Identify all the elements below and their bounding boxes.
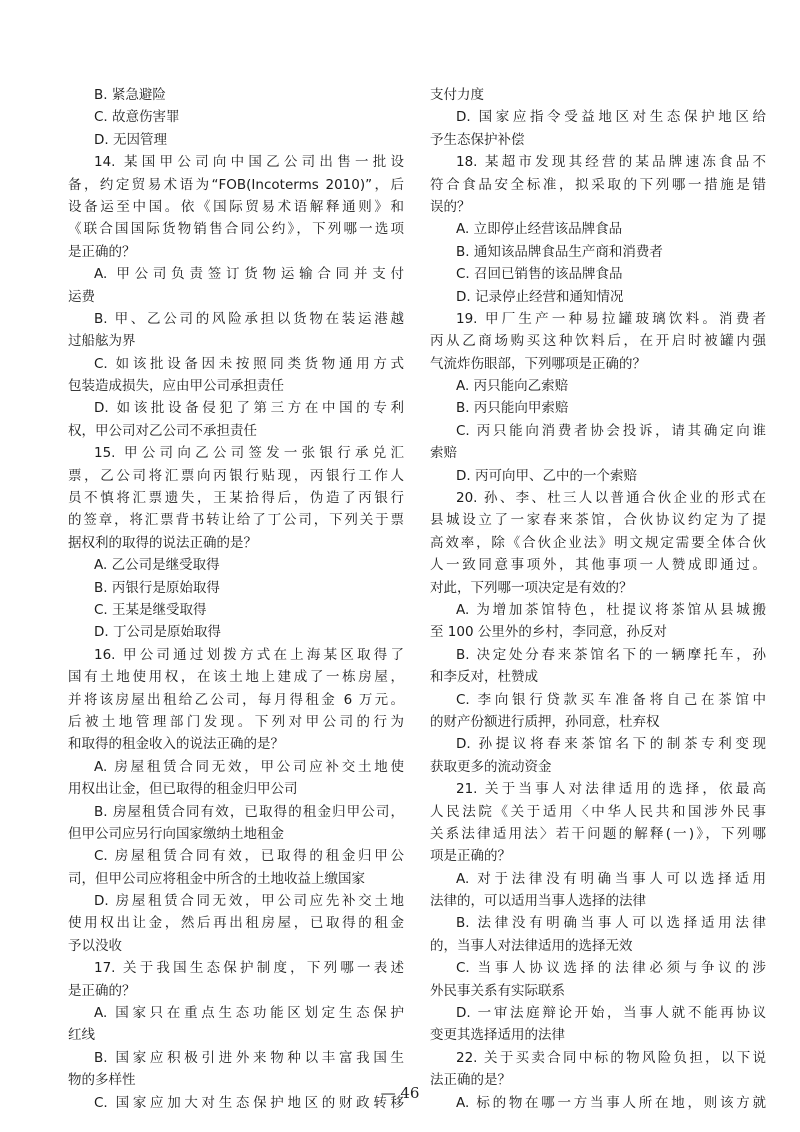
text-line: 变更其选择适用的法律 — [430, 1027, 565, 1044]
text-line: 县城设立了一家春来茶馆，合伙协议约定为了提 — [430, 512, 766, 529]
text-line: D. 丙可向甲、乙中的一个索赔 — [456, 467, 637, 484]
text-line: 20. 孙、李、杜三人以普通合伙企业的形式在 — [456, 490, 766, 507]
text-line: 《联合国国际货物销售合同公约》，下列哪一选项 — [68, 221, 404, 238]
text-line: 19. 甲厂生产一种易拉罐玻璃饮料。消费者 — [456, 310, 766, 327]
text-line: 和取得的租金收入的说法正确的是？ — [68, 736, 284, 753]
text-line: 获取更多的流动资金 — [430, 758, 552, 775]
text-line: A. 房屋租赁合同无效，甲公司应补交土地使 — [94, 758, 404, 775]
text-line: 14. 某国甲公司向中国乙公司出售一批设 — [94, 154, 404, 171]
text-line: C. 李向银行贷款买车准备将自己在茶馆中 — [456, 691, 766, 708]
text-line: 司，但甲公司应将租金中所含的土地收益上缴国家 — [68, 870, 365, 887]
text-line: 16. 甲公司通过划拨方式在上海某区取得了 — [94, 646, 404, 663]
text-line: 项是正确的？ — [430, 848, 511, 865]
text-line: 的财产份额进行质押，孙同意，杜弃权 — [430, 713, 660, 730]
text-line: A. 为增加茶馆特色，杜提议将茶馆从县城搬 — [456, 601, 766, 618]
text-line: 运费 — [68, 288, 95, 305]
text-line: 的，当事人对法律适用的选择无效 — [430, 937, 633, 954]
text-line: 17. 关于我国生态保护制度，下列哪一表述 — [94, 960, 404, 977]
text-line: 22. 关于买卖合同中标的物风险负担，以下说 — [456, 1049, 766, 1066]
text-line: 高效率，除《合伙企业法》明文规定需要全体合伙 — [430, 534, 766, 551]
text-line: B. 丙只能向甲索赔 — [456, 400, 569, 417]
left-column — [68, 84, 404, 1114]
text-line: 是正确的？ — [68, 243, 136, 260]
text-line: 过船舷为界 — [68, 333, 136, 350]
text-line: D. 国家应指令受益地区对生态保护地区给 — [456, 109, 766, 126]
text-line: B. 房屋租赁合同有效，已取得的租金归甲公司， — [94, 803, 404, 820]
text-line: 设备运至中国。依《国际贸易术语解释通则》和 — [68, 198, 404, 215]
text-line: 予以没收 — [68, 937, 122, 954]
text-line: 是正确的？ — [68, 982, 136, 999]
text-line: B. 决定处分春来茶馆名下的一辆摩托车，孙 — [456, 646, 766, 663]
text-line: D. 无因管理 — [94, 131, 167, 148]
text-line: 人民法院《关于适用〈中华人民共和国涉外民事 — [430, 803, 766, 820]
text-line: 备，约定贸易术语为“FOB(Incoterms 2010)”，后 — [68, 176, 404, 193]
text-line: C. 王某是继受取得 — [94, 601, 207, 618]
text-line: 包装造成损失，应由甲公司承担责任 — [68, 378, 284, 395]
text-line: 21. 关于当事人对法律适用的选择，依最高 — [456, 781, 766, 798]
text-line: A. 国家只在重点生态功能区划定生态保护 — [94, 1005, 404, 1022]
text-line: C. 房屋租赁合同有效，已取得的租金归甲公 — [94, 848, 404, 865]
text-line: 误的？ — [430, 198, 471, 215]
text-line: 权，甲公司对乙公司不承担责任 — [68, 422, 257, 439]
page-number: — 46 — [380, 1084, 420, 1102]
text-line: 人一致同意事项外，其他事项一人赞成即通过。 — [430, 557, 766, 574]
text-line: 气流炸伤眼部，下列哪项是正确的？ — [430, 355, 646, 372]
text-line: 15. 甲公司向乙公司签发一张银行承兑汇 — [94, 445, 404, 462]
text-line: C. 当事人协议选择的法律必须与争议的涉 — [456, 960, 766, 977]
text-line: 使用权出让金，然后再出租房屋，已取得的租金 — [68, 915, 404, 932]
text-line: 至 100 公里外的乡村，李同意，孙反对 — [430, 624, 667, 641]
text-line: 物的多样性 — [68, 1072, 136, 1089]
text-line: 关系法律适用法〉若干问题的解释(一)》，下列哪 — [430, 825, 766, 842]
text-line: 但甲公司应另行向国家缴纳土地租金 — [68, 825, 284, 842]
text-line: 索赔 — [430, 445, 457, 462]
text-line: 外民事关系有实际联系 — [430, 982, 565, 999]
text-line: D. 一审法庭辩论开始，当事人就不能再协议 — [456, 1005, 766, 1022]
text-line: 18. 某超市发现其经营的某品牌速冻食品不 — [456, 154, 766, 171]
text-line: 并将该房屋出租给乙公司，每月得租金 6 万元。 — [68, 691, 404, 708]
text-line: C. 丙只能向消费者协会投诉，请其确定向谁 — [456, 422, 766, 439]
text-line: D. 丁公司是原始取得 — [94, 624, 221, 641]
text-line: 和李反对，杜赞成 — [430, 669, 538, 686]
text-line: D. 孙提议将春来茶馆名下的制茶专利变现 — [456, 736, 766, 753]
text-line: A. 甲公司负责签订货物运输合同并支付 — [94, 266, 404, 283]
text-line: A. 对于法律没有明确当事人可以选择适用 — [456, 870, 766, 887]
text-line: 予生态保护补偿 — [430, 131, 525, 148]
text-line: 法正确的是？ — [430, 1072, 511, 1089]
text-line: 据权利的取得的说法正确的是？ — [68, 534, 257, 551]
text-line: D. 如该批设备侵犯了第三方在中国的专利 — [94, 400, 404, 417]
text-line: 对此，下列哪一项决定是有效的？ — [430, 579, 633, 596]
text-line: 国有土地使用权，在该土地上建成了一栋房屋， — [68, 669, 404, 686]
text-line: B. 通知该品牌食品生产商和消费者 — [456, 243, 663, 260]
text-line: 用权出让金，但已取得的租金归甲公司 — [68, 781, 298, 798]
text-line: B. 法律没有明确当事人可以选择适用法律 — [456, 915, 766, 932]
text-line: D. 记录停止经营和通知情况 — [456, 288, 624, 305]
text-line: 的签章，将汇票背书转让给了丁公司，下列关于票 — [68, 512, 404, 529]
text-line: 员不慎将汇票遗失，王某拾得后，伪造了丙银行 — [68, 490, 404, 507]
text-line: B. 紧急避险 — [94, 87, 166, 103]
text-line: B. 甲、乙公司的风险承担以货物在装运港越 — [94, 310, 404, 327]
text-line: 法律的，可以适用当事人选择的法律 — [430, 893, 646, 910]
text-line: A. 标的物在哪一方当事人所在地，则该方就 — [456, 1094, 766, 1111]
text-line: 红线 — [68, 1027, 95, 1044]
text-line: C. 如该批设备因未按照同类货物通用方式 — [94, 355, 404, 372]
text-line: 后被土地管理部门发现。下列对甲公司的行为 — [68, 713, 404, 730]
text-line: D. 房屋租赁合同无效，甲公司应先补交土地 — [94, 893, 404, 910]
text-line: 支付力度 — [430, 87, 484, 103]
text-line: B. 丙银行是原始取得 — [94, 579, 220, 596]
text-line: B. 国家应积极引进外来物种以丰富我国生 — [94, 1049, 404, 1066]
text-line: A. 乙公司是继受取得 — [94, 557, 220, 574]
text-line: C. 故意伤害罪 — [94, 109, 180, 126]
text-line: C. 召回已销售的该品牌食品 — [456, 266, 623, 283]
text-line: 丙从乙商场购买这种饮料后，在开启时被罐内强 — [430, 333, 766, 350]
text-line: A. 立即停止经营该品牌食品 — [456, 221, 623, 238]
text-line: 票，乙公司将汇票向丙银行贴现，丙银行工作人 — [68, 467, 404, 484]
text-line: A. 丙只能向乙索赔 — [456, 378, 569, 395]
text-line: C. 国家应加大对生态保护地区的财政转移 — [94, 1094, 404, 1111]
right-column — [430, 84, 766, 1114]
text-line: 符合食品安全标准，拟采取的下列哪一措施是错 — [430, 176, 766, 193]
